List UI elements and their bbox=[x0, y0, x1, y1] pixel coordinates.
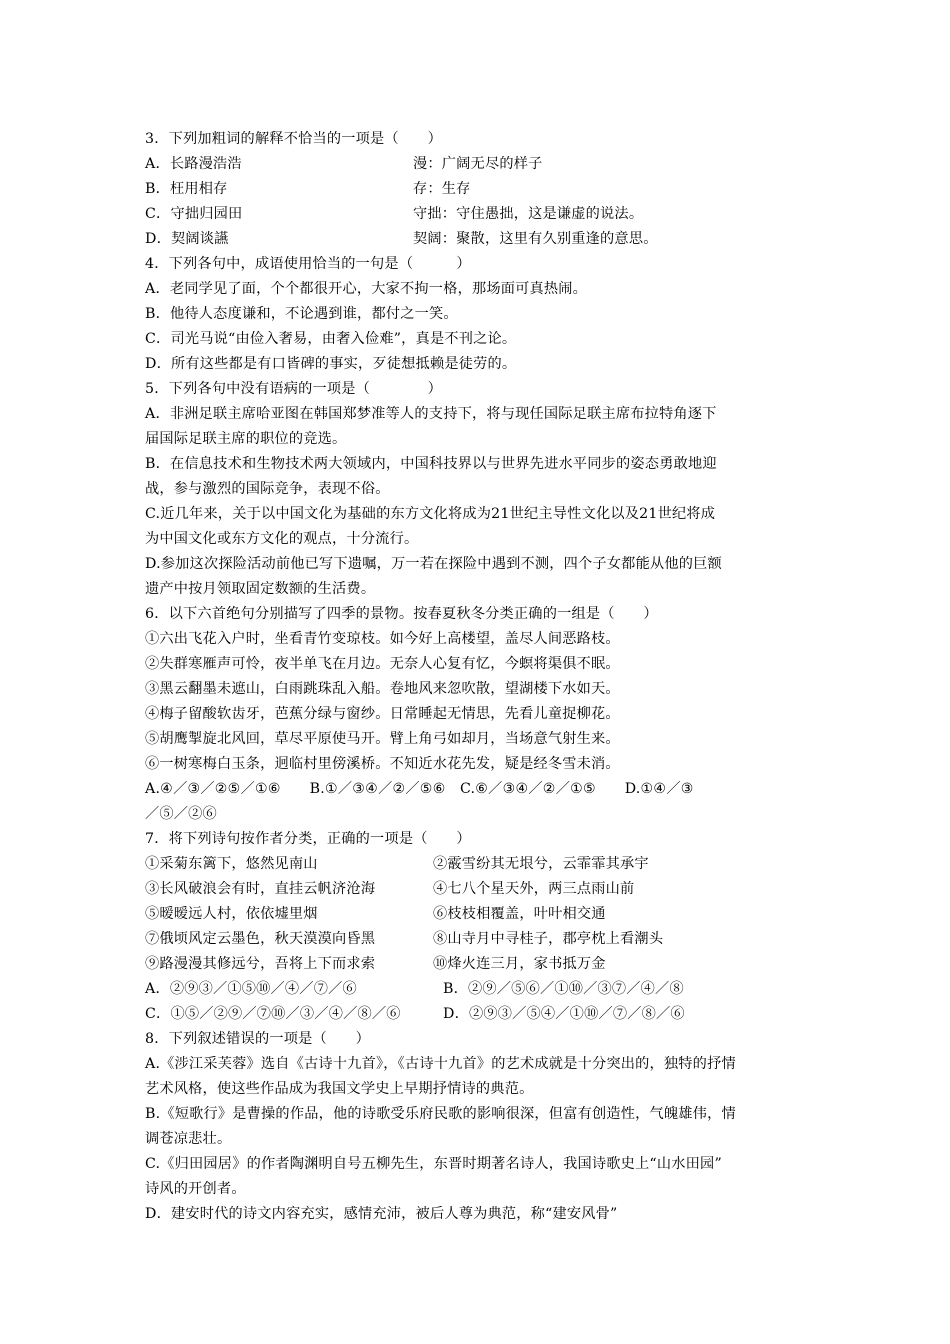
question-8-option-c-line2: 诗风的开创者。 bbox=[145, 1181, 246, 1197]
verse-right: ②霰雪纷其无垠兮，云霏霏其承宇 bbox=[433, 856, 649, 872]
question-4-option-c: C．司光马说“由俭入奢易，由奢入俭难”，真是不刊之论。 bbox=[145, 331, 517, 347]
question-7-verse-row bbox=[145, 852, 810, 877]
question-6-poem-1: ①六出飞花入户时，坐看青竹变琼枝。如今好上高楼望，盖尽人间恶路枝。 bbox=[145, 631, 620, 647]
question-3-option-d bbox=[145, 227, 810, 252]
question-6-poem-6: ⑥一树寒梅白玉条，迥临村里傍溪桥。不知近水花先发，疑是经冬雪未消。 bbox=[145, 756, 620, 772]
question-8-option-b-line2: 调苍凉悲壮。 bbox=[145, 1131, 232, 1147]
verse-right: ⑩烽火连三月，家书抵万金 bbox=[433, 956, 606, 972]
question-7-answer-row bbox=[145, 977, 810, 1002]
question-4-option-b: B．他待人态度谦和，不论遇到谁，都付之一笑。 bbox=[145, 306, 458, 322]
question-7-verse-row bbox=[145, 902, 810, 927]
question-6-poem-5: ⑤胡鹰掣旋北风回，草尽平原使马开。臂上角弓如却月，当场意气射生来。 bbox=[145, 731, 620, 747]
question-6-answers-line1: A.④／③／②⑤／①⑥ B.①／③④／②／⑤⑥ C.⑥／③④／②／①⑤ D.①④／③ bbox=[145, 781, 694, 797]
question-6-poem-4: ④梅子留酸软齿牙，芭蕉分绿与窗纱。日常睡起无情思，先看儿童捉柳花。 bbox=[145, 706, 620, 722]
verse-left: ⑨路漫漫其修远兮，吾将上下而求索 bbox=[145, 956, 376, 972]
question-5-option-c-line1: C.近几年来，关于以中国文化为基础的东方文化将成为21世纪主导性文化以及21世纪将成 bbox=[145, 506, 716, 522]
question-4-option-a: A．老同学见了面，个个都很开心，大家不拘一格，那场面可真热闹。 bbox=[145, 281, 588, 297]
question-5-option-b-line1: B．在信息技术和生物技术两大领域内，中国科技界以与世界先进水平同步的姿态勇敢地迎 bbox=[145, 456, 717, 472]
question-3-option-a bbox=[145, 152, 810, 177]
verse-right: ⑥枝枝相覆盖，叶叶相交通 bbox=[433, 906, 606, 922]
verse-left: ⑤暧暧远人村，依依墟里烟 bbox=[145, 906, 318, 922]
question-4-option-d: D．所有这些都是有口皆碑的事实，歹徒想抵赖是徒劳的。 bbox=[145, 356, 517, 372]
question-6-poem-3: ③黑云翻墨未遮山，白雨跳珠乱入船。卷地风来忽吹散，望湖楼下水如天。 bbox=[145, 681, 620, 697]
question-5-stem: 5．下列各句中没有语病的一项是（ ） bbox=[145, 381, 442, 397]
question-5-option-d-line1: D.参加这次探险活动前他已写下遗嘱，万一若在探险中遇到不测，四个子女都能从他的巨额 bbox=[145, 556, 722, 572]
option-gloss: 守拙：守住愚拙，这是谦虚的说法。 bbox=[413, 206, 644, 222]
question-3-option-b bbox=[145, 177, 810, 202]
question-5-option-a-line1: A．非洲足联主席哈亚图在韩国郑梦准等人的支持下，将与现任国际足联主席布拉特角逐下 bbox=[145, 406, 717, 422]
verse-right: ⑧山寺月中寻桂子，郡亭枕上看潮头 bbox=[433, 931, 664, 947]
question-7-answer-row bbox=[145, 1002, 810, 1027]
question-3-stem: 3．下列加粗词的解释不恰当的一项是（ ） bbox=[145, 131, 442, 147]
option-term: C．守拙归园田 bbox=[145, 206, 243, 222]
verse-left: ⑦俄顷风定云墨色，秋天漠漠向昏黑 bbox=[145, 931, 376, 947]
question-7-verse-row bbox=[145, 952, 810, 977]
question-8-option-a-line2: 艺术风格，使这些作品成为我国文学史上早期抒情诗的典范。 bbox=[145, 1081, 534, 1097]
option-term: D．契阔谈讌 bbox=[145, 231, 229, 247]
question-8-stem: 8．下列叙述错误的一项是（ ） bbox=[145, 1031, 371, 1047]
option-term: A．长路漫浩浩 bbox=[145, 156, 242, 172]
question-4-stem: 4．下列各句中，成语使用恰当的一句是（ ） bbox=[145, 256, 471, 272]
option-gloss: 漫：广阔无尽的样子 bbox=[413, 156, 543, 172]
exam-page bbox=[145, 127, 810, 1227]
question-6-answers-line2: ／⑤／②⑥ bbox=[145, 806, 217, 822]
question-8-option-b-line1: B.《短歌行》是曹操的作品，他的诗歌受乐府民歌的影响很深，但富有创造性，气魄雄伟，情 bbox=[145, 1106, 736, 1122]
answer-left: A．②⑨③／①⑤⑩／④／⑦／⑥ bbox=[145, 981, 357, 997]
verse-right: ④七八个星天外，两三点雨山前 bbox=[433, 881, 635, 897]
question-6-poem-2: ②失群寒雁声可怜，夜半单飞在月边。无奈人心复有忆，今螟将渠俱不眠。 bbox=[145, 656, 620, 672]
question-8-option-a-line1: A.《涉江采芙蓉》选自《古诗十九首》，《古诗十九首》的艺术成就是十分突出的，独特的抒情 bbox=[145, 1056, 736, 1072]
verse-left: ①采菊东篱下，悠然见南山 bbox=[145, 856, 318, 872]
question-8-option-c-line1: C.《归田园居》的作者陶渊明自号五柳先生，东晋时期著名诗人，我国诗歌史上“山水田园” bbox=[145, 1156, 722, 1172]
answer-right: D．②⑨③／⑤④／①⑩／⑦／⑧／⑥ bbox=[443, 1006, 685, 1022]
question-5-option-c-line2: 为中国文化或东方文化的观点，十分流行。 bbox=[145, 531, 419, 547]
option-gloss: 契阔：聚散，这里有久别重逢的意思。 bbox=[413, 231, 658, 247]
answer-left: C．①⑤／②⑨／⑦⑩／③／④／⑧／⑥ bbox=[145, 1006, 401, 1022]
question-7-stem: 7．将下列诗句按作者分类，正确的一项是（ ） bbox=[145, 831, 471, 847]
question-5-option-d-line2: 遗产中按月领取固定数额的生活费。 bbox=[145, 581, 376, 597]
question-3-option-c bbox=[145, 202, 810, 227]
answer-right: B．②⑨／⑤⑥／①⑩／③⑦／④／⑧ bbox=[443, 981, 684, 997]
question-7-verse-row bbox=[145, 877, 810, 902]
option-term: B．枉用相存 bbox=[145, 181, 228, 197]
question-7-verse-row bbox=[145, 927, 810, 952]
question-5-option-b-line2: 战，参与激烈的国际竞争，表现不俗。 bbox=[145, 481, 390, 497]
question-8-option-d-line1: D．建安时代的诗文内容充实，感情充沛，被后人尊为典范，称“建安风骨” bbox=[145, 1206, 618, 1222]
option-gloss: 存：生存 bbox=[413, 181, 471, 197]
question-5-option-a-line2: 届国际足联主席的职位的竞选。 bbox=[145, 431, 347, 447]
verse-left: ③长风破浪会有时，直挂云帆济沧海 bbox=[145, 881, 376, 897]
question-6-stem: 6．以下六首绝句分别描写了四季的景物。按春夏秋冬分类正确的一组是（ ） bbox=[145, 606, 658, 622]
